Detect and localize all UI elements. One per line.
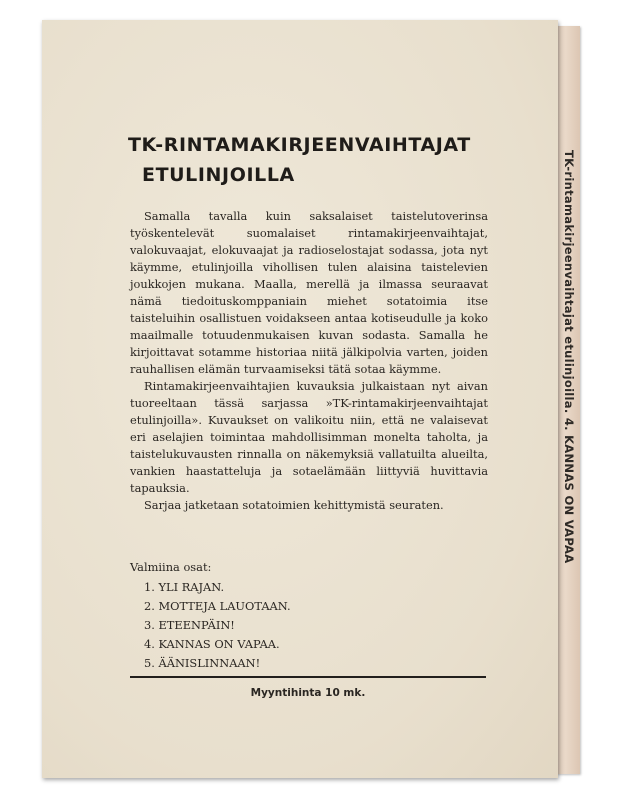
page-title: [128, 130, 498, 190]
paragraph-1: Samalla tavalla kuin saksalaiset taistelutoverinsa työskentelevät suomalaiset rintamakirjeenvaihtajat, valokuvaajat, elokuvaajat ja radioselostajat sodassa, jota nyt käymme, etulinjoilla vihollisen tulen alaisina taistelevien joukkojen mukana. Maalla, merellä ja ilmassa seuraavat nämä tiedoituskomppaniain miehet sotatoimia itse taisteluihin osallistuen voidakseen antaa kotiseudulle ja koko maailmalle totuudenmukaisen kuvan sodasta. Samalla he kirjoittavat sotamme historiaa niitä jälkipolvia varten, joiden rauhallisen elämän turvaamiseksi tätä sotaa käymme.: [130, 209, 488, 376]
series-list: [130, 578, 430, 673]
paragraph-2: Rintamakirjeenvaihtajien kuvauksia julkaistaan nyt aivan tuoreeltaan tässä sarjassa »TK-rintamakirjeenvaihtajat etulinjoilla». Kuvaukset on valikoitu niin, että ne valaisevat eri aselajien toimintaa mahdollisimman monelta taholta, ja taistelukuvausten rinnalla on näkemyksiä vallatuilta alueilta, vankien haastatteluja ja sotaelämään liittyviä huvittavia tapauksia.: [130, 379, 488, 495]
price-label: Myyntihinta 10 mk.: [250, 687, 366, 699]
title-line-2: ETULINJOILLA: [142, 164, 295, 186]
series-heading: Valmiina osat:: [130, 560, 212, 574]
divider: [130, 676, 486, 678]
series-list-section: [130, 558, 430, 673]
list-item: 5. ÄÄNISLINNAAN!: [144, 656, 261, 670]
list-item: 4. KANNAS ON VAPAA.: [144, 637, 280, 651]
title-line-1: TK-RINTAMAKIRJEENVAIHTAJAT: [128, 134, 471, 156]
back-cover: [42, 20, 558, 778]
list-item: 2. MOTTEJA LAUOTAAN.: [144, 599, 291, 613]
list-item: 3. ETEENPÄIN!: [144, 618, 235, 632]
body-text: [130, 208, 488, 514]
paragraph-3: Sarjaa jatketaan sotatoimien kehittymistä seuraten.: [144, 498, 444, 512]
list-item: 1. YLI RAJAN.: [144, 580, 225, 594]
spine-title: TK-rintamakirjeenvaihtajat etulinjoilla. 4. KANNAS ON VAPAA: [562, 150, 576, 564]
